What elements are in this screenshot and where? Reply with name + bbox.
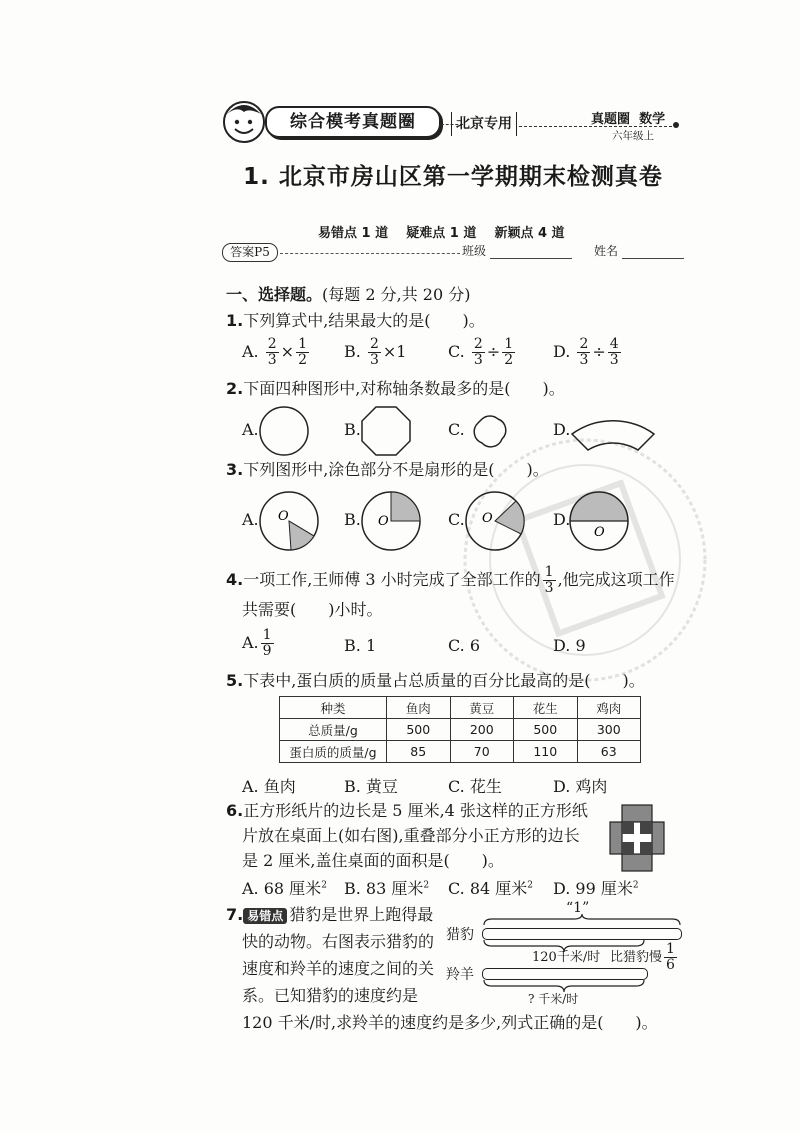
exam-stats: [318, 222, 565, 241]
table-row: [280, 719, 641, 741]
q3-label-c[interactable]: C.: [448, 510, 465, 529]
numerator: 1: [262, 627, 272, 643]
q3-label-b[interactable]: B.: [344, 510, 361, 529]
banner-title: 综合模考真题圈: [265, 106, 441, 138]
q6-option-b[interactable]: [344, 876, 429, 899]
q1-option-c[interactable]: [448, 337, 517, 368]
name-blank[interactable]: [622, 258, 684, 259]
question-text: 下表中,蛋白质的质量占总质量的百分比最高的是( )。: [243, 671, 645, 690]
region-label: 北京专用: [451, 112, 517, 136]
fraction: [608, 337, 621, 368]
fraction: [543, 565, 556, 596]
table-header: 鱼肉: [387, 697, 451, 719]
header-banner: [215, 96, 685, 142]
stat-easy-mistake: 易错点 1 道: [318, 226, 389, 241]
denominator: 2: [504, 352, 514, 368]
q5-option-c[interactable]: C. 花生: [448, 777, 502, 796]
option-label: B.: [344, 636, 361, 655]
option-label: A.: [242, 342, 259, 361]
numerator: 4: [609, 336, 619, 352]
q3-label-a[interactable]: A.: [242, 510, 259, 529]
q1-option-d[interactable]: [553, 337, 623, 368]
question-7: [226, 904, 433, 927]
table-cell: 85: [387, 741, 451, 763]
question-5: [226, 670, 645, 692]
question-3: [226, 459, 549, 481]
question-6-line2: 片放在桌面上(如右图),重叠部分小正方形的边长: [242, 826, 580, 845]
question-text: 下列图形中,涂色部分不是扇形的是( )。: [243, 460, 549, 479]
fraction: [266, 337, 279, 368]
table-header: 种类: [280, 697, 387, 719]
class-label: 班级: [462, 244, 487, 258]
question-number: 3.: [226, 460, 244, 479]
option-value: 9: [575, 636, 586, 655]
option-label: D.: [553, 636, 571, 655]
option-text: C. 84 厘米: [448, 879, 528, 898]
q2-shape-octagon: [360, 405, 412, 457]
option-label: B.: [344, 342, 361, 361]
operator: ×: [280, 342, 295, 361]
unknown-label: ? 千米/时: [528, 992, 579, 1006]
section-note: (每题 2 分,共 20 分): [322, 285, 471, 304]
option-label: C.: [448, 342, 465, 361]
q5-option-b[interactable]: B. 黄豆: [344, 777, 398, 796]
q7-diagram: [446, 898, 686, 1008]
class-blank[interactable]: [490, 258, 572, 259]
q5-option-d[interactable]: D. 鸡肉: [553, 777, 608, 796]
cheetah-bar: [482, 928, 682, 940]
table-row: [280, 741, 641, 763]
q3-label-d[interactable]: D.: [553, 510, 571, 529]
info-dash: [280, 253, 460, 254]
stat-difficult: 疑难点 1 道: [406, 226, 477, 241]
numerator: 1: [544, 564, 554, 580]
fraction: [368, 337, 381, 368]
fraction: [296, 337, 309, 368]
denominator: 3: [369, 352, 379, 368]
banner-dot: [673, 122, 679, 128]
fraction: [664, 942, 677, 973]
numerator: 1: [666, 941, 675, 957]
denominator: 3: [544, 580, 554, 596]
name-label: 姓名: [594, 244, 619, 258]
center-label: O: [594, 525, 605, 540]
q2-label-a[interactable]: A.: [242, 420, 259, 439]
q2-label-d[interactable]: D.: [553, 420, 571, 439]
denominator: 3: [267, 352, 277, 368]
q1-option-a[interactable]: [242, 337, 311, 368]
one-label: “1”: [566, 900, 590, 916]
stat-novel: 新颖点 4 道: [494, 226, 565, 241]
q5-table: [279, 696, 641, 763]
q6-option-d[interactable]: [553, 876, 639, 899]
table-cell: 500: [514, 719, 578, 741]
superscript: 2: [321, 880, 327, 891]
fraction: [502, 337, 515, 368]
numerator: 2: [579, 336, 589, 352]
denominator: 3: [609, 352, 619, 368]
option-value: 1: [365, 636, 377, 655]
grade-label: 六年级上: [612, 130, 654, 142]
table-header: 花生: [514, 697, 578, 719]
option-label: D.: [553, 342, 571, 361]
question-text-a: 一项工作,王师傅 3 小时完成了全部工作的: [243, 570, 541, 589]
question-6-line3: 是 2 厘米,盖住桌面的面积是( )。: [242, 851, 504, 870]
question-7-line4: 系。已知猎豹的速度约是: [242, 986, 419, 1005]
table-header-row: [280, 697, 641, 719]
question-7-line5: 120 千米/时,求羚羊的速度约是多少,列式正确的是( )。: [242, 1013, 658, 1032]
question-text: 下列算式中,结果最大的是( )。: [243, 311, 485, 330]
question-number: 2.: [226, 379, 244, 398]
brand-name: 真题圈: [591, 112, 631, 127]
q5-option-a[interactable]: A. 鱼肉: [242, 777, 296, 796]
antelope-bar: [482, 968, 648, 980]
q2-shape-quatrefoil: [464, 405, 516, 457]
question-text: 正方形纸片的边长是 5 厘米,4 张这样的正方形纸: [243, 801, 588, 820]
operator: ×1: [382, 342, 407, 361]
top-brace: [482, 914, 682, 926]
superscript: 2: [632, 880, 639, 891]
option-text: B. 83 厘米: [344, 879, 424, 898]
denominator: 9: [262, 643, 272, 659]
q2-shape-annular-sector: [568, 408, 658, 454]
superscript: 2: [527, 880, 534, 891]
table-header: 黄豆: [450, 697, 514, 719]
question-number: 4.: [226, 570, 244, 589]
info-line: [222, 240, 684, 264]
q2-label-c[interactable]: C.: [448, 420, 465, 439]
q1-option-b[interactable]: [344, 337, 406, 368]
denominator: 6: [666, 957, 675, 973]
table-cell: 70: [450, 741, 514, 763]
table-cell: 蛋白质的质量/g: [280, 741, 387, 763]
question-text: 下面四种图形中,对称轴条数最多的是( )。: [243, 379, 565, 398]
option-label: C.: [448, 636, 465, 655]
answer-ref: 答案P5: [222, 243, 278, 262]
q4-option-a[interactable]: [242, 628, 276, 659]
operator: ÷: [486, 342, 501, 361]
option-value: 6: [469, 636, 481, 655]
question-1: [226, 310, 485, 332]
q4-option-c[interactable]: [448, 636, 480, 655]
fraction: [472, 337, 485, 368]
q4-option-d[interactable]: [553, 636, 586, 655]
numerator: 2: [473, 336, 483, 352]
operator: ÷: [592, 342, 606, 361]
table-cell: 300: [577, 719, 641, 741]
denominator: 3: [473, 352, 483, 368]
center-label: O: [278, 509, 289, 524]
q2-label-b[interactable]: B.: [344, 420, 361, 439]
q3-figure-c: [464, 490, 526, 552]
option-label: A.: [242, 633, 259, 652]
numerator: 2: [267, 336, 277, 352]
q3-figure-a: [258, 490, 320, 552]
exam-title: 1. 北京市房山区第一学期期末检测真卷: [243, 164, 663, 190]
q3-figure-d: [568, 490, 630, 552]
question-text-b: ,他完成这项工作: [557, 570, 675, 589]
section-heading: [226, 284, 470, 306]
question-7-line3: 速度和羚羊的速度之间的关: [242, 959, 435, 978]
table-header: 鸡肉: [577, 697, 641, 719]
brand-label: [591, 108, 665, 127]
center-label: O: [378, 514, 389, 529]
table-cell: 总质量/g: [280, 719, 387, 741]
q6-option-a[interactable]: [242, 876, 327, 899]
q2-shape-circle: [258, 405, 310, 457]
antelope-label: 羚羊: [446, 967, 474, 983]
q6-overlap-figure: [608, 803, 666, 873]
question-number: 6.: [226, 801, 244, 820]
fraction: [577, 337, 590, 368]
q6-option-c[interactable]: [448, 876, 533, 899]
table-cell: 63: [577, 741, 641, 763]
slower-text: 比猎豹慢: [610, 950, 663, 965]
question-4-cont: 共需要( )小时。: [242, 600, 383, 619]
denominator: 2: [298, 352, 307, 368]
question-6: [226, 800, 588, 822]
question-number: 7.: [226, 905, 244, 924]
q3-figure-b: [360, 490, 422, 552]
question-number: 1.: [226, 311, 244, 330]
numerator: 1: [504, 336, 514, 352]
section-title: 一、选择题。: [226, 285, 323, 304]
question-2: [226, 378, 565, 400]
table-cell: 200: [450, 719, 514, 741]
mascot-icon: [219, 98, 269, 144]
fraction: [261, 628, 274, 659]
numerator: 1: [298, 336, 307, 352]
table-cell: 110: [514, 741, 578, 763]
cheetah-label: 猎豹: [446, 927, 474, 943]
superscript: 2: [423, 880, 430, 891]
numerator: 2: [369, 336, 379, 352]
error-tag: 易错点: [243, 908, 287, 924]
option-text: A. 68 厘米: [242, 879, 322, 898]
question-number: 5.: [226, 671, 244, 690]
q4-option-b[interactable]: [344, 636, 376, 655]
center-label: O: [482, 511, 493, 526]
subject-name: 数学: [639, 112, 666, 127]
speed-label: 120千米/时: [532, 950, 601, 965]
question-7-line2: 快的动物。右图表示猎豹的: [242, 932, 435, 951]
question-4: [226, 565, 675, 596]
denominator: 3: [579, 352, 589, 368]
option-text: D. 99 厘米: [553, 879, 633, 898]
question-text: 猎豹是世界上跑得最: [289, 905, 434, 924]
table-cell: 500: [387, 719, 451, 741]
